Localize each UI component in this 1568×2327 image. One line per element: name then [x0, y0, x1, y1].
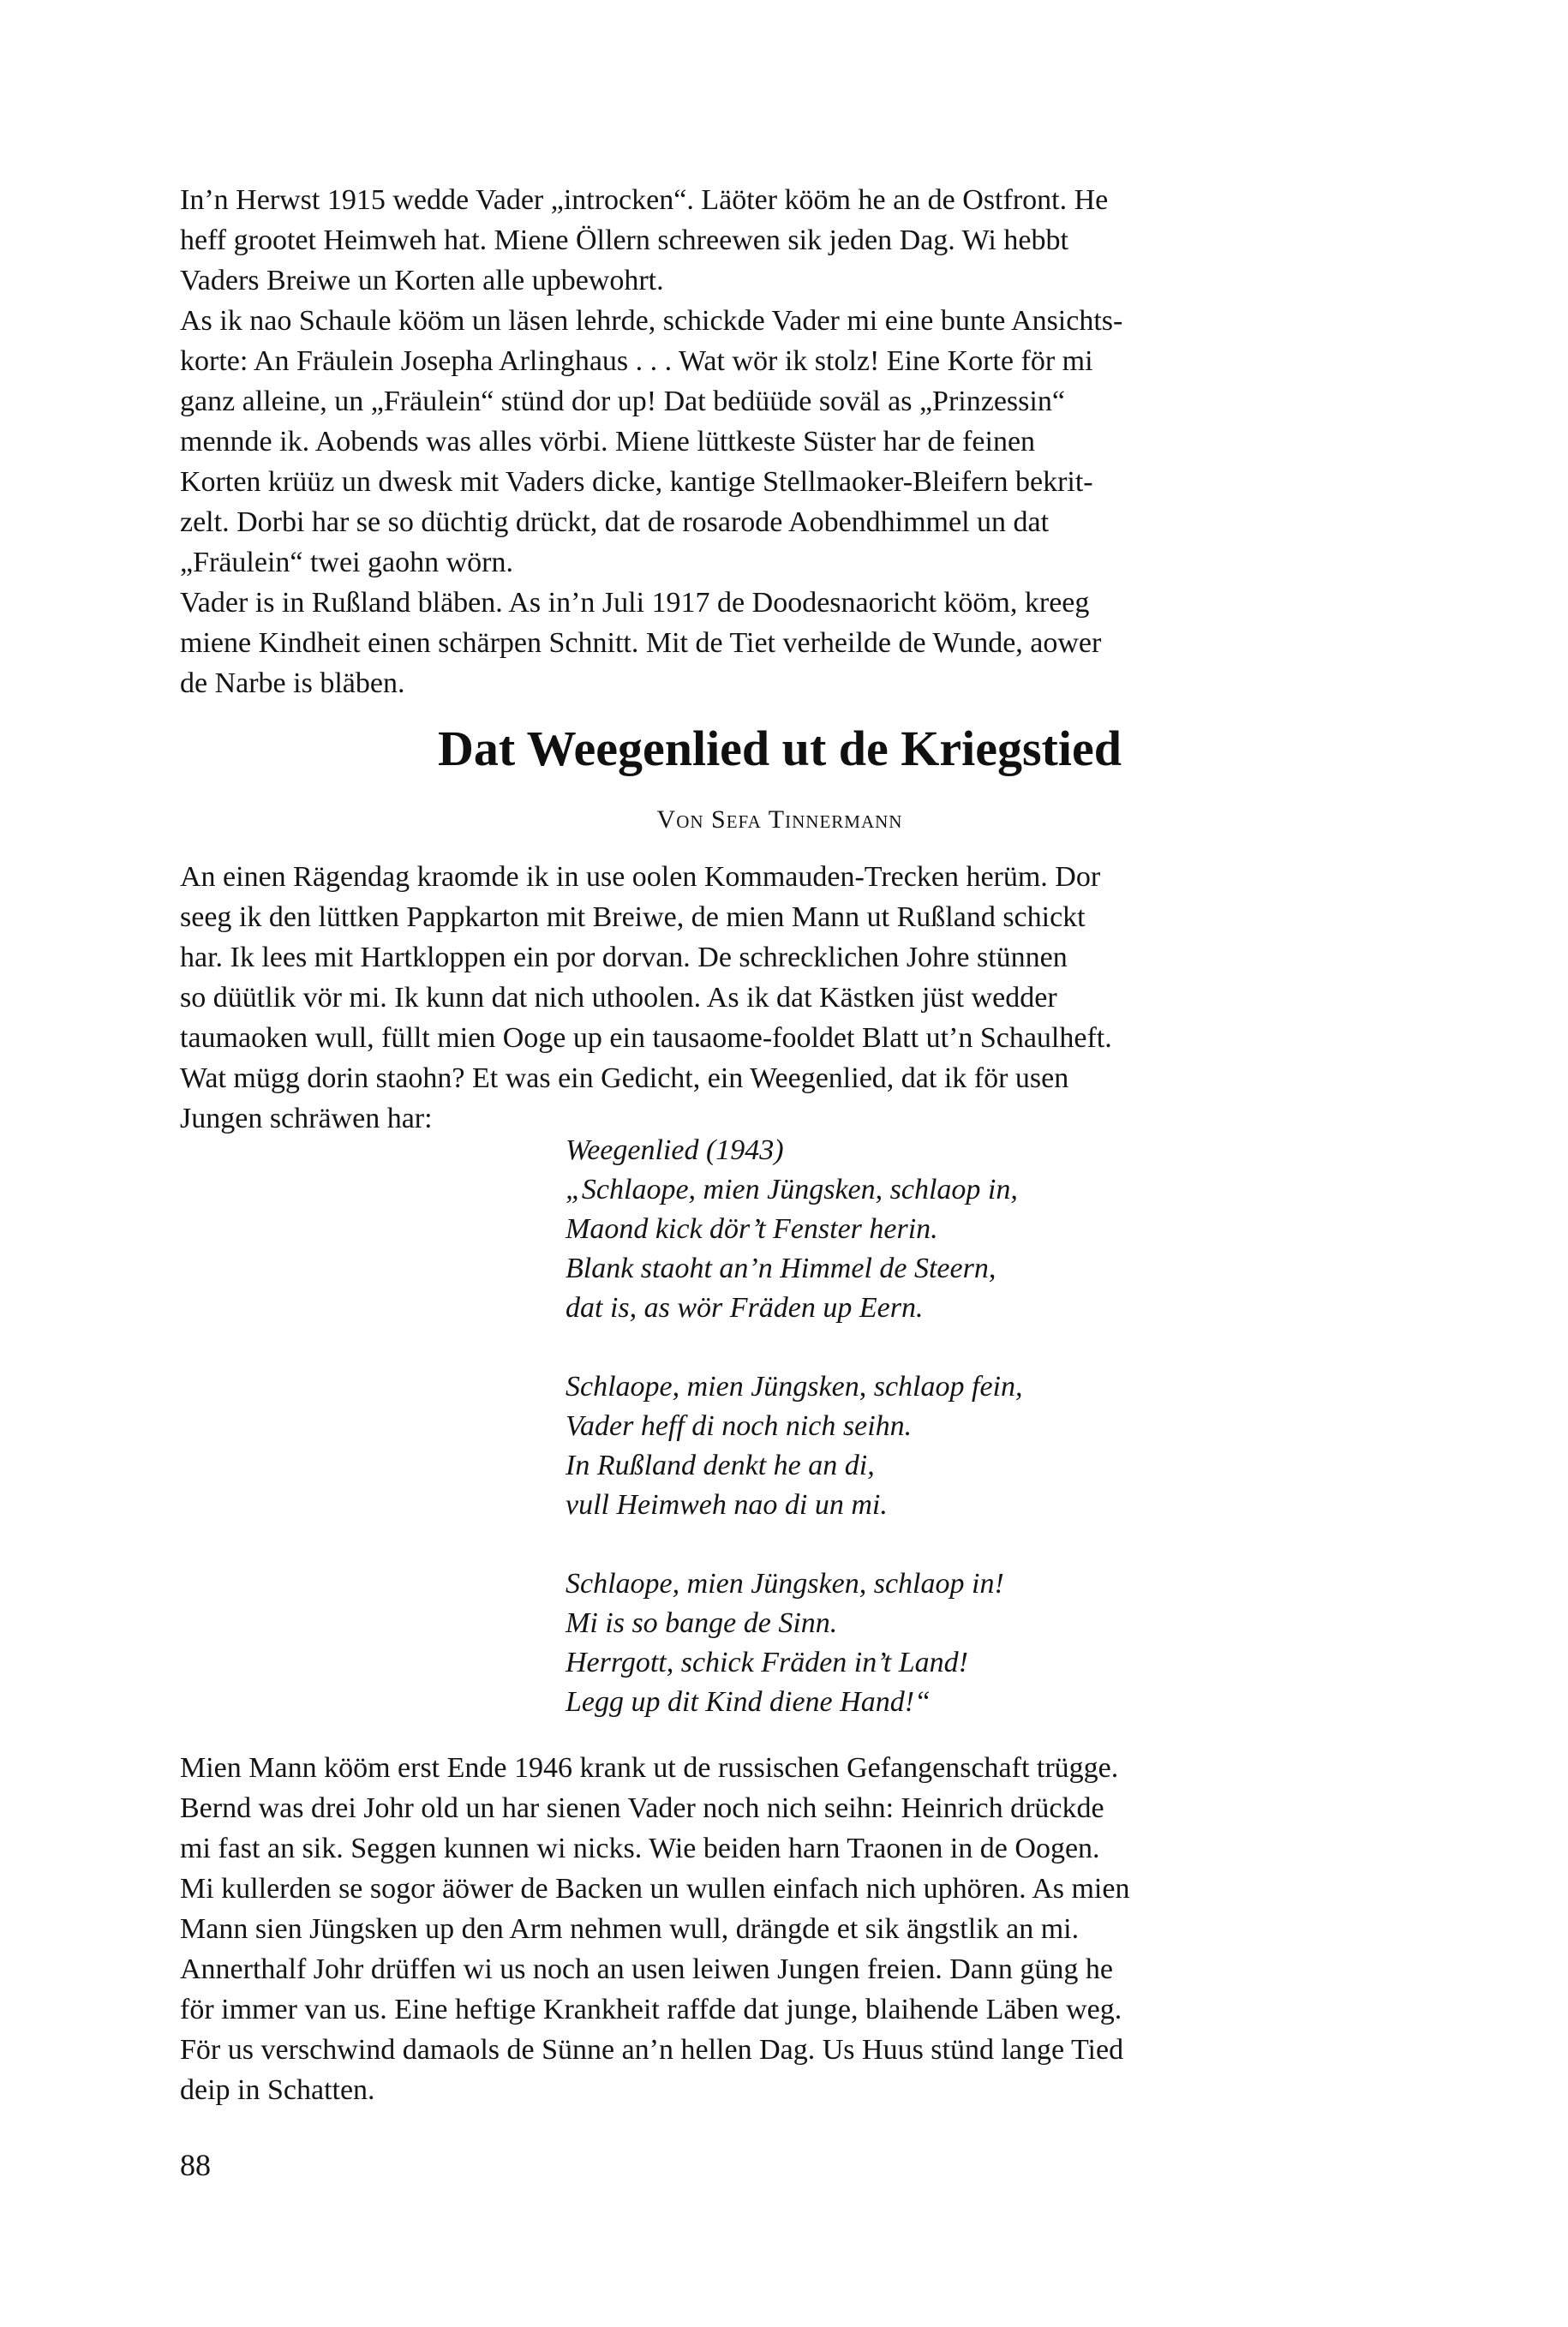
text-line: taumaoken wull, füllt mien Ooge up ein tausaome-fooldet Blatt ut’n Schaulheft.: [180, 1022, 1112, 1054]
poem-line: Schlaope, mien Jüngsken, schlaop fein,: [566, 1371, 1023, 1403]
text-line: Wat mügg dorin staohn? Et was ein Gedicht, ein Weegenlied, dat ik för usen: [180, 1062, 1069, 1094]
text-line: In’n Herwst 1915 wedde Vader „introcken“. Läöter kööm he an de Ostfront. He: [180, 184, 1109, 216]
text-line: Korten krüüz un dwesk mit Vaders dicke, kantige Stellmaoker-Bleifern bekrit-: [180, 466, 1093, 498]
author-byline: Von Sefa Tinnermann: [656, 805, 903, 834]
opening-paragraphs: [180, 180, 1379, 703]
poem-stanza: [566, 1131, 1022, 1328]
text-line: seeg ik den lüttken Pappkarton mit Breiwe, de mien Mann ut Rußland schickt: [180, 901, 1086, 933]
poem-line: Mi is so bange de Sinn.: [566, 1607, 838, 1639]
poem-line: Maond kick dör’t Fenster herin.: [566, 1213, 938, 1245]
text-line: Vaders Breiwe un Korten alle upbewohrt.: [180, 265, 664, 296]
text-line: Bernd was drei Johr old un har sienen Vader noch nich seihn: Heinrich drückde: [180, 1792, 1104, 1824]
poem-line: Blank staoht an’n Himmel de Steern,: [566, 1253, 996, 1284]
closing-paragraph: [180, 1748, 1379, 2110]
page-number: 88: [180, 2148, 211, 2182]
poem-line: In Rußland denkt he an di,: [566, 1450, 875, 1481]
text-line: Mi kullerden se sogor äöwer de Backen un wullen einfach nich uphören. As mien: [180, 1873, 1130, 1905]
poem-stanza: [566, 1564, 1022, 1722]
poem-line: vull Heimweh nao di un mi.: [566, 1489, 888, 1521]
poem-line: Herrgott, schick Fräden in’t Land!: [566, 1647, 968, 1678]
text-line: mi fast an sik. Seggen kunnen wi nicks. Wie beiden harn Traonen in de Oogen.: [180, 1833, 1100, 1864]
text-line: Vader is in Rußland bläben. As in’n Juli 1917 de Doodesnaoricht kööm, kreeg: [180, 587, 1090, 619]
poem-line: Legg up dit Kind diene Hand!“: [566, 1686, 931, 1718]
text-line: Annerthalf Johr drüffen wi us noch an usen leiwen Jungen freien. Dann güng he: [180, 1953, 1113, 1985]
text-line: zelt. Dorbi har se so düchtig drückt, dat de rosarode Aobendhimmel un dat: [180, 506, 1050, 538]
text-line: För us verschwind damaols de Sünne an’n hellen Dag. Us Huus stünd lange Tied: [180, 2034, 1124, 2066]
poem-line: Vader heff di noch nich seihn.: [566, 1410, 913, 1442]
article-heading: Dat Weegenlied ut de Kriegstied: [438, 721, 1122, 776]
poem-title: Weegenlied (1943): [566, 1134, 784, 1166]
text-line: As ik nao Schaule kööm un läsen lehrde, schickde Vader mi eine bunte Ansichts-: [180, 305, 1123, 337]
text-line: har. Ik lees mit Hartkloppen ein por dorvan. De schrecklichen Johre stünnen: [180, 942, 1068, 973]
poem-stanza: [566, 1367, 1022, 1525]
poem-line: „Schlaope, mien Jüngsken, schlaop in,: [566, 1174, 1018, 1205]
text-line: miene Kindheit einen schärpen Schnitt. Mit de Tiet verheilde de Wunde, aower: [180, 627, 1102, 659]
poem-line: Schlaope, mien Jüngsken, schlaop in!: [566, 1568, 1004, 1600]
text-line: korte: An Fräulein Josepha Arlinghaus . . . Wat wör ik stolz! Eine Korte för mi: [180, 345, 1093, 377]
intro-paragraph: [180, 857, 1379, 1139]
text-line: mennde ik. Aobends was alles vörbi. Miene lüttkeste Süster har de feinen: [180, 426, 1036, 458]
text-line: heff grootet Heimweh hat. Miene Öllern schreewen sik jeden Dag. Wi hebbt: [180, 224, 1068, 256]
text-line: för immer van us. Eine heftige Krankheit raffde dat junge, blaihende Läben weg.: [180, 1994, 1122, 2025]
text-line: „Fräulein“ twei gaohn wörn.: [180, 547, 513, 578]
text-line: ganz alleine, un „Fräulein“ stünd dor up! Dat bedüüde soväl as „Prinzessin“: [180, 386, 1065, 417]
text-line: Jungen schräwen har:: [180, 1103, 433, 1134]
text-line: An einen Rägendag kraomde ik in use oolen Kommauden-Trecken herüm. Dor: [180, 861, 1101, 893]
text-line: de Narbe is bläben.: [180, 667, 405, 699]
text-line: so düütlik vör mi. Ik kunn dat nich uthoolen. As ik dat Kästken jüst wedder: [180, 982, 1057, 1014]
text-line: Mann sien Jüngsken up den Arm nehmen wull, drängde et sik ängstlik an mi.: [180, 1913, 1080, 1945]
text-line: deip in Schatten.: [180, 2074, 375, 2106]
text-line: Mien Mann kööm erst Ende 1946 krank ut de russischen Gefangenschaft trügge.: [180, 1752, 1119, 1784]
poem: [566, 1131, 1022, 1762]
poem-line: dat is, as wör Fräden up Eern.: [566, 1292, 924, 1324]
